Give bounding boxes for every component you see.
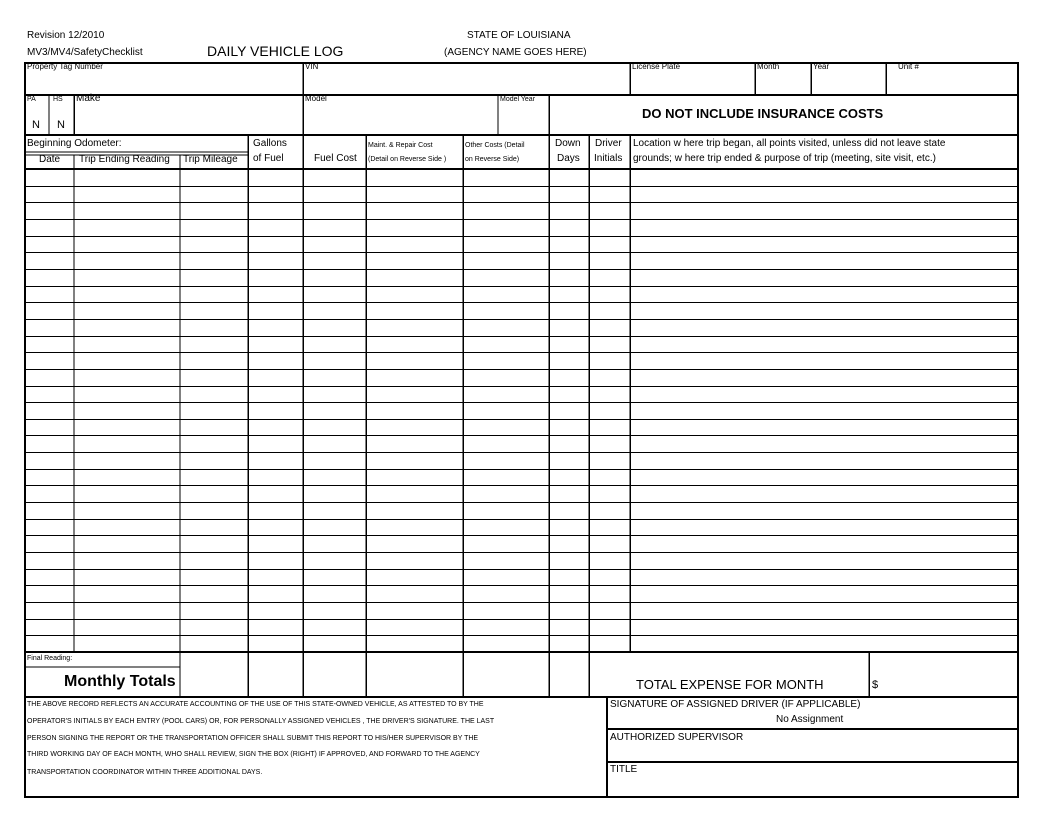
no-assignment-text[interactable]: No Assignment	[776, 714, 844, 725]
col-trip-mileage: Trip Mileage	[183, 154, 238, 165]
authorized-supervisor-label: AUTHORIZED SUPERVISOR	[610, 732, 744, 743]
col-down-line2: Days	[557, 153, 580, 164]
unit-label: Unit #	[898, 62, 919, 71]
col-fuel-cost: Fuel Cost	[314, 153, 357, 164]
pa-label: PA	[27, 96, 36, 103]
year-label: Year	[813, 62, 830, 71]
hs-value[interactable]: N	[57, 119, 65, 131]
dollar-sign: $	[872, 679, 879, 691]
attestation-line-2: OPERATOR'S INITIALS BY EACH ENTRY (POOL CARS) OR, FOR PERSONALLY ASSIGNED VEHICLES , THE DRIVER'S SIGNATURE. THE LAST	[27, 718, 495, 725]
unit-field[interactable]	[887, 72, 1017, 94]
property-tag-field[interactable]	[26, 72, 302, 94]
col-maint-line1: Maint. & Repair Cost	[368, 142, 433, 149]
insurance-notice: DO NOT INCLUDE INSURANCE COSTS	[642, 106, 884, 121]
col-gallons-line1: Gallons	[253, 138, 287, 149]
model-year-label: Model Year	[500, 96, 536, 103]
model-year-field[interactable]	[499, 105, 548, 134]
col-gallons-line2: of Fuel	[253, 153, 284, 164]
final-reading-label: Final Reading:	[27, 655, 73, 662]
pa-value[interactable]: N	[32, 119, 40, 131]
year-field[interactable]	[812, 72, 885, 94]
total-expense-field[interactable]	[880, 653, 1017, 696]
license-plate-label: License Plate	[632, 62, 681, 71]
attestation-line-1: THE ABOVE RECORD REFLECTS AN ACCURATE ACCOUNTING OF THE USE OF THIS STATE-OWNED VEHICLE, AS ATTESTED TO BY THE	[27, 701, 484, 708]
month-field[interactable]	[756, 72, 810, 94]
beginning-odometer-label: Beginning Odometer:	[27, 138, 122, 149]
total-expense-label: TOTAL EXPENSE FOR MONTH	[636, 677, 824, 692]
col-other-line2: on Reverse Side)	[465, 156, 520, 163]
attestation-line-4: THIRD WORKING DAY OF EACH MONTH, WHO SHALL REVIEW, SIGN THE BOX (RIGHT) IF APPROVED, AND FORWARD TO THE AGENCY	[27, 751, 480, 758]
model-label: Model	[305, 94, 327, 103]
vin-label: VIN	[305, 62, 319, 71]
col-down-line1: Down	[555, 138, 581, 149]
make-label: Make	[76, 93, 101, 104]
authorized-supervisor-field[interactable]	[608, 744, 1017, 761]
attestation-line-5: TRANSPORTATION COORDINATOR WITHIN THREE ADDITIONAL DAYS.	[27, 769, 263, 776]
model-field[interactable]	[304, 105, 497, 134]
vin-field[interactable]	[304, 72, 629, 94]
hs-label: HS	[53, 96, 63, 103]
monthly-totals-label: Monthly Totals	[64, 673, 176, 690]
col-location-line1: Location w here trip began, all points visited, unless did not leave state	[633, 138, 946, 149]
log-entries-table[interactable]	[26, 170, 1017, 651]
revision-label: Revision 12/2010	[27, 30, 105, 41]
make-field[interactable]	[75, 105, 302, 134]
property-tag-label: Property Tag Number	[27, 62, 103, 71]
col-trip-ending-reading: Trip Ending Reading	[79, 154, 170, 165]
form-code-label: MV3/MV4/SafetyChecklist	[27, 47, 143, 58]
title-label: TITLE	[610, 764, 638, 775]
agency-label: (AGENCY NAME GOES HERE)	[444, 47, 587, 58]
page-title: DAILY VEHICLE LOG	[207, 43, 344, 59]
col-maint-line2: (Detail on Reverse Side )	[368, 156, 447, 163]
col-driver-line1: Driver	[595, 138, 622, 149]
attestation-line-3: PERSON SIGNING THE REPORT OR THE TRANSPORTATION OFFICER SHALL SUBMIT THIS REPORT TO HIS/HER SUPERVISOR BY THE	[27, 735, 479, 742]
col-driver-line2: Initials	[594, 153, 623, 164]
assigned-driver-signature-label: SIGNATURE OF ASSIGNED DRIVER (IF APPLICABLE)	[610, 699, 861, 710]
state-label: STATE OF LOUISIANA	[467, 30, 571, 41]
col-date: Date	[39, 154, 61, 165]
col-other-line1: Other Costs (Detail	[465, 142, 525, 149]
month-label: Month	[757, 62, 780, 71]
license-plate-field[interactable]	[631, 72, 754, 94]
title-field[interactable]	[608, 776, 1017, 796]
col-location-line2: grounds; w here trip ended & purpose of trip (meeting, site visit, etc.)	[633, 153, 936, 164]
